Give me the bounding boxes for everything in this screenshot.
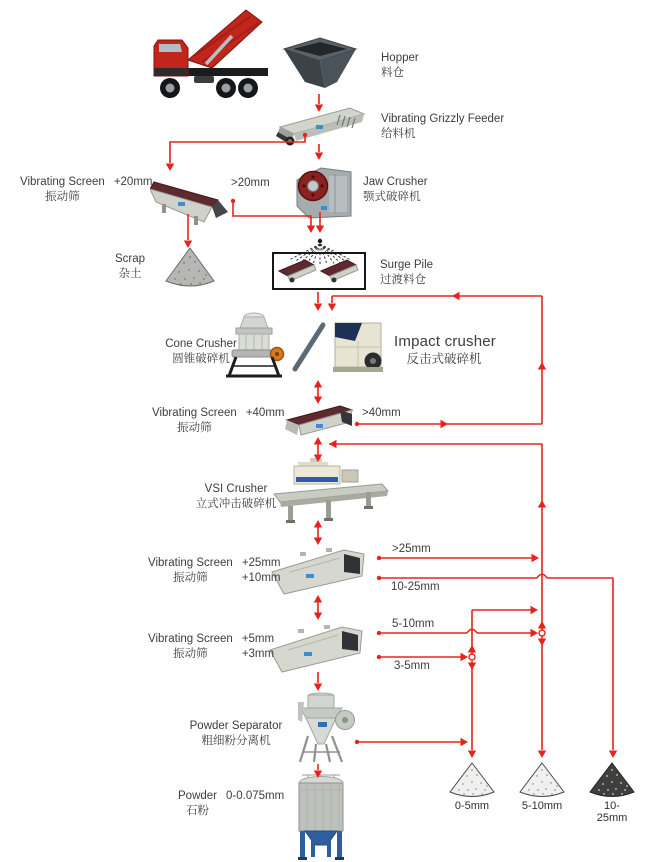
scrap-label [106,252,154,281]
powder-separator-label [184,719,288,748]
splitter-node-3-5 [469,654,475,660]
stockpile-5-10-illustration [519,760,565,798]
powder-separator-illustration [288,692,362,764]
impact-crusher-label-en: Impact crusher [394,333,496,350]
screen-40-label-en: Vibrating Screen [152,407,237,419]
powder-label [178,789,284,818]
surge-pile-label [380,258,433,287]
flow-label-over-40: >40mm [362,407,401,419]
surge-mini-feeder-1 [277,258,319,286]
cone-crusher-label-en: Cone Crusher [165,338,237,350]
vsi-crusher-label-zh: 立式冲击破碎机 [195,497,277,510]
scrap-label-en: Scrap [114,253,146,265]
stockpile-10-25-illustration [589,760,635,798]
surge-pile-label-zh: 过渡料仓 [380,273,426,286]
screen-5-3-label [148,632,274,661]
screen-20-label-en: Vibrating Screen [20,176,105,188]
screen-25-10-size-1: +25mm [241,557,281,569]
stockpile-5-10-label: 5-10mm [521,800,563,812]
screen-5-3-label-en: Vibrating Screen [148,633,233,645]
screen-5-3-label-zh: 振动筛 [173,647,208,660]
surge-pile-box [272,252,366,290]
splitter-node-5-10 [539,630,545,636]
powder-separator-label-en: Powder Separator [189,720,283,732]
hopper-label [381,51,419,80]
or-slash [290,320,328,374]
vibrating-screen-25-10-illustration [270,544,372,600]
jaw-crusher-illustration [291,160,355,222]
screen-25-10-label-zh: 振动筛 [173,571,208,584]
flow-label-10-25: 10-25mm [391,581,440,593]
cone-crusher-label-zh: 圆锥破碎机 [172,352,230,365]
vibrating-screen-40-illustration [284,402,358,442]
hopper-label-zh: 料仓 [381,66,404,79]
screen-25-10-label [148,556,280,585]
cone-crusher-label [142,337,260,366]
powder-label-en: Powder [178,790,217,802]
stockpile-10-25-label: 10-25mm [596,800,628,824]
screen-40-label-zh: 振动筛 [177,421,212,434]
feeder-label-en: Vibrating Grizzly Feeder [381,113,505,125]
powder-silo-illustration [296,772,346,860]
flow-label-over-25: >25mm [392,543,431,555]
screen-5-3-size-2: +3mm [241,647,275,660]
stockpile-0-5-illustration [449,760,495,798]
screen-20-label [20,175,152,204]
impact-crusher-label-zh: 反击式破碎机 [406,352,482,367]
vibrating-screen-20-illustration [150,172,240,228]
flow-label-3-5: 3-5mm [394,660,430,672]
powder-separator-label-zh: 粗细粉分离机 [201,734,271,747]
powder-size: 0-0.075mm [226,790,285,802]
screen-40-size: +40mm [245,407,285,419]
powder-label-zh: 石粉 [186,804,209,817]
jaw-crusher-label-en: Jaw Crusher [363,176,428,188]
stockpile-0-5-label: 0-5mm [454,800,490,812]
screen-20-label-zh: 振动筛 [45,190,80,203]
impact-crusher-illustration [330,314,388,376]
flow-label-over-20: >20mm [231,177,270,189]
vsi-crusher-illustration [270,458,392,524]
flow-label-5-10: 5-10mm [392,618,435,630]
scrap-pile-illustration [164,245,216,289]
screen-20-size: +20mm [113,176,153,188]
screen-25-10-size-2: +10mm [241,571,281,584]
screen-40-label [152,406,284,435]
dump-truck-illustration [148,6,280,102]
vsi-crusher-label-en: VSI Crusher [204,483,268,495]
feeder-label-zh: 给料机 [381,127,416,140]
jaw-crusher-label-zh: 颚式破碎机 [363,190,421,203]
hopper-illustration [281,36,359,94]
surge-pile-label-en: Surge Pile [380,259,434,271]
feeder-label [381,112,504,141]
vibrating-screen-5-3-illustration [268,620,370,678]
scrap-label-zh: 杂土 [118,267,142,280]
hopper-label-en: Hopper [381,52,419,64]
jaw-crusher-label [363,175,428,204]
impact-crusher-label [394,332,494,367]
vsi-crusher-label [186,482,286,511]
surge-mini-feeder-2 [319,258,361,286]
screen-5-3-size-1: +5mm [241,633,275,645]
grizzly-feeder-illustration [276,103,368,147]
screen-25-10-label-en: Vibrating Screen [148,557,233,569]
